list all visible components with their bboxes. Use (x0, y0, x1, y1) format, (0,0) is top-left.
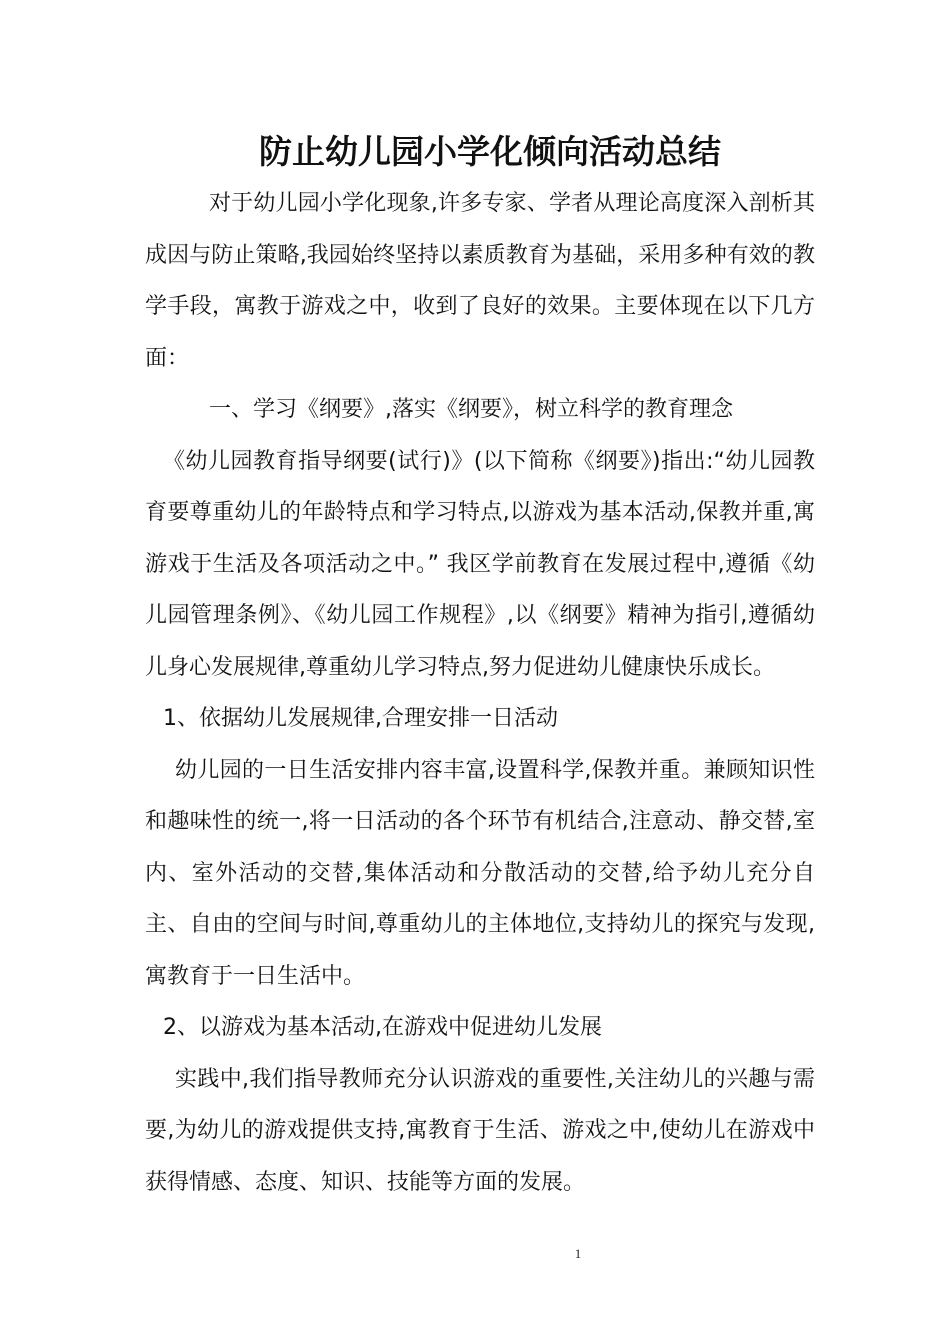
subheading-1: 1、依据幼儿发展规律,合理安排一日活动 (163, 706, 558, 731)
section-heading-1: 一、学习《纲要》,落实《纲要》，树立科学的教育理念 (209, 397, 733, 422)
body-paragraph-daily-activities: 幼儿园的一日生活安排内容丰富,设置科学,保教并重。兼顾知识性和趣味性的统一,将一日活动的各个环节有机结合,注意动、静交替,室内、室外活动的交替,集体活动和分散活动的交替,给予幼儿充分自主、自由的空间与时间,尊重幼儿的主体地位,支持幼儿的探究与发现,寓教育于一日生活中。 (145, 757, 815, 989)
document-body (145, 178, 815, 1208)
subheading-2: 2、以游戏为基本活动,在游戏中促进幼儿发展 (163, 1015, 602, 1040)
body-paragraph-games: 实践中,我们指导教师充分认识游戏的重要性,关注幼儿的兴趣与需要,为幼儿的游戏提供支持,寓教育于生活、游戏之中,使幼儿在游戏中获得情感、态度、知识、技能等方面的发展。 (145, 1066, 815, 1195)
body-paragraph-guidelines: 《幼儿园教育指导纲要(试行)》(以下简称《纲要》)指出:“幼儿园教育要尊重幼儿的年龄特点和学习特点,以游戏为基本活动,保教并重,寓游戏于生活及各项活动之中。” 我区学前教育在发展过程中,遵循《幼儿园管理条例》、《幼儿园工作规程》,以《纲要》精神为指引,遵循幼儿身心发展规律,尊重幼儿学习特点,努力促进幼儿健康快乐成长。 (145, 448, 815, 680)
intro-paragraph: 对于幼儿园小学化现象,许多专家、学者从理论高度深入剖析其成因与防止策略,我园始终坚持以素质教育为基础，采用多种有效的教学手段，寓教于游戏之中，收到了良好的效果。主要体现在以下几方面： (145, 191, 815, 371)
document-title: 防止幼儿园小学化倾向活动总结 (259, 132, 721, 171)
page-number: 1 (574, 1246, 582, 1261)
